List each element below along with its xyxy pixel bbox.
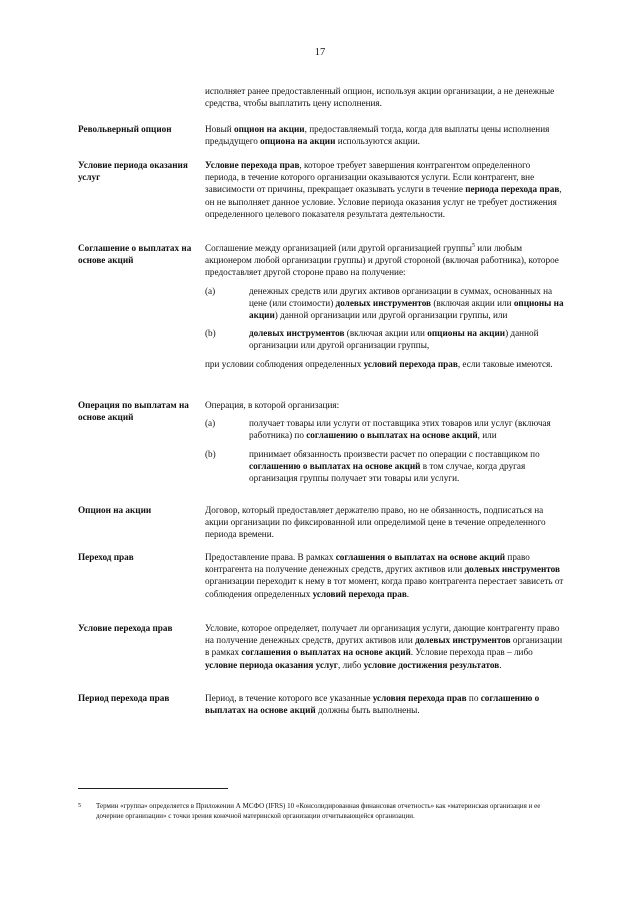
- bold-term: долевых инструментов: [335, 297, 432, 308]
- text-run: Операция, в которой организация:: [205, 400, 340, 410]
- page-number: 17: [314, 47, 326, 58]
- definition-paragraph: [205, 159, 565, 220]
- bold-term: долевых инструментов: [415, 635, 511, 646]
- text-run: принимает обязанность произвести расчет по операции с поставщиком по: [249, 448, 540, 459]
- bold-term: опцион на акции: [233, 124, 305, 134]
- list-item-text: [249, 448, 565, 485]
- bold-term: соглашению о выплатах на основе акций: [306, 430, 478, 441]
- list-item: [205, 285, 565, 322]
- definition-text: [205, 692, 565, 716]
- text-run: (включая акции или: [344, 328, 428, 339]
- list-item: [205, 417, 565, 441]
- text-run: Период, в течение которого все указанные: [205, 693, 373, 703]
- text-run: в том случае, когда другая организация группы получает эти товары или услуги.: [249, 460, 526, 484]
- list-item: [205, 448, 565, 485]
- text-run: право контрагента на получение денежных средств, других активов или: [205, 552, 530, 575]
- text-run: , он не выполняет данное условие. Условие периода оказания услуг не требует достижения определенного целевого показателя результата деятельности.: [205, 184, 562, 219]
- term-label: Операция по выплатам на основе акций: [78, 400, 189, 423]
- list-marker: (a): [205, 418, 216, 429]
- definition-paragraph: [205, 242, 565, 279]
- bold-term: соглашению о выплатах на основе акций: [249, 460, 421, 471]
- footnote-ref: 5: [471, 242, 475, 249]
- list-marker: (b): [205, 328, 216, 339]
- text-run: денежных средств или других активов организации в суммах, основанных на цене (или стоимости): [249, 285, 553, 308]
- bold-term: долевых инструментов: [464, 564, 560, 575]
- term-label: Условие перехода прав: [78, 623, 173, 633]
- list-marker: (a): [205, 285, 216, 296]
- definition-text: [205, 504, 565, 541]
- text-run: Предоставление права. В рамках: [205, 552, 336, 562]
- text-run: при условии соблюдения определенных: [205, 358, 364, 369]
- definition-text: [205, 399, 565, 484]
- list-item: [205, 327, 565, 351]
- text-run: используются акции.: [335, 136, 420, 147]
- term-label: Револьверный опцион: [78, 124, 172, 134]
- list-item-text: [249, 417, 565, 441]
- text-run: по: [466, 693, 481, 703]
- bold-term: условие достижения результатов: [363, 659, 500, 670]
- text-run: Договор, который предоставляет держателю право, но не обязанность, подписаться на акции организации по фиксированной или определимой цене в течение определенного периода времени.: [205, 505, 546, 540]
- bold-term: условий перехода прав: [363, 358, 458, 369]
- bold-term: периода перехода прав: [465, 184, 560, 195]
- definition-paragraph: [205, 504, 565, 541]
- text-run: или любым акционером любой организации группы) и другой стороной (включая работника), которое предоставляет другой стороне право на получение:: [205, 243, 559, 278]
- text-run: , предоставляемый тогда, когда для выплаты цены исполнения предыдущего: [205, 124, 550, 147]
- definition-paragraph: [205, 622, 565, 671]
- text-run: . Условие перехода прав – либо: [410, 647, 533, 658]
- bold-term: соглашения о выплатах на основе акций: [335, 552, 506, 562]
- definition-text: [205, 123, 565, 147]
- text-run: организации переходит к нему в тот момент, когда право контрагента перестает зависеть от соблюдения определенных: [205, 576, 564, 599]
- text-run: , или: [477, 430, 497, 441]
- bold-term: условий перехода прав: [312, 588, 407, 599]
- footnote-marker: 5: [78, 803, 81, 809]
- text-run: должны быть выполнены.: [315, 705, 420, 716]
- text-run: ) данной организации или другой организации группы, или: [274, 310, 508, 321]
- term-label: Период перехода прав: [78, 693, 170, 703]
- definition-paragraph: [205, 123, 565, 147]
- bold-term: соглашения о выплатах на основе акций: [241, 647, 411, 658]
- definition-paragraph: [205, 399, 565, 411]
- definition-paragraph: [205, 692, 565, 716]
- text-run: Соглашение между организацией (или другой организацией группы: [205, 243, 472, 253]
- footnote-text: Термин «группа» определяется в Приложении А МСФО (IFRS) 10 «Консолидированная финансовая отчетность» как «материнская организация и ее дочерние организации» с точки зрения конечной материнской организации отчитывающейся организации.: [96, 802, 541, 820]
- list-marker: (b): [205, 448, 216, 459]
- bold-term: условие периода оказания услуг: [205, 659, 338, 670]
- bold-term: долевых инструментов: [249, 328, 345, 339]
- text-run: , если таковые имеются.: [457, 358, 553, 369]
- term-label: Опцион на акции: [78, 505, 152, 515]
- text-run: .: [499, 659, 502, 670]
- term-label: Условие периода оказания услуг: [78, 160, 188, 183]
- text-run: .: [406, 588, 410, 599]
- text-run: организации в рамках: [205, 635, 563, 658]
- text-run: Новый: [205, 124, 234, 134]
- definition-text: [205, 242, 565, 370]
- bold-term: опционы на акции: [249, 297, 564, 321]
- bold-term: соглашению о выплатах на основе акций: [205, 693, 540, 716]
- bold-term: опциона на акции: [260, 136, 336, 147]
- definition-text: [205, 622, 565, 671]
- bold-term: условия перехода прав: [372, 693, 467, 703]
- text-run: Условие, которое определяет, получает ли организация услуги, дающие контрагенту право на получение денежных средств, других активов или: [205, 623, 560, 646]
- text-run: (включая акции или: [431, 297, 514, 308]
- list-item-text: [249, 285, 565, 322]
- definition-paragraph: [205, 551, 565, 600]
- bold-term: опционы на акции: [427, 328, 506, 339]
- footnote: [78, 801, 568, 821]
- definition-closing: [205, 358, 565, 370]
- text-run: ) данной организации или другой организации группы,: [249, 328, 539, 351]
- term-label: Переход прав: [78, 552, 134, 562]
- definition-text: [205, 551, 565, 600]
- continuation-text: исполняет ранее предоставленный опцион, используя акции организации, а не денежные средства, чтобы выплатить цену исполнения.: [205, 86, 555, 109]
- text-run: , которое требует завершения контрагентом определенного периода, в течение которого организации оказываются услуги. Если контрагент, вне зависимости от причины, прекращает оказывать услуги в течение: [205, 160, 535, 195]
- text-run: получает товары или услуги от поставщика этих товаров или услуг (включая работника) по: [249, 418, 551, 441]
- bold-term: Условие перехода прав: [205, 160, 300, 170]
- text-run: , либо: [337, 659, 364, 670]
- list-item-text: [249, 327, 565, 351]
- term-label: Соглашение о выплатах на основе акций: [78, 243, 192, 266]
- footnote-divider: [78, 788, 228, 789]
- definition-text: [205, 159, 565, 220]
